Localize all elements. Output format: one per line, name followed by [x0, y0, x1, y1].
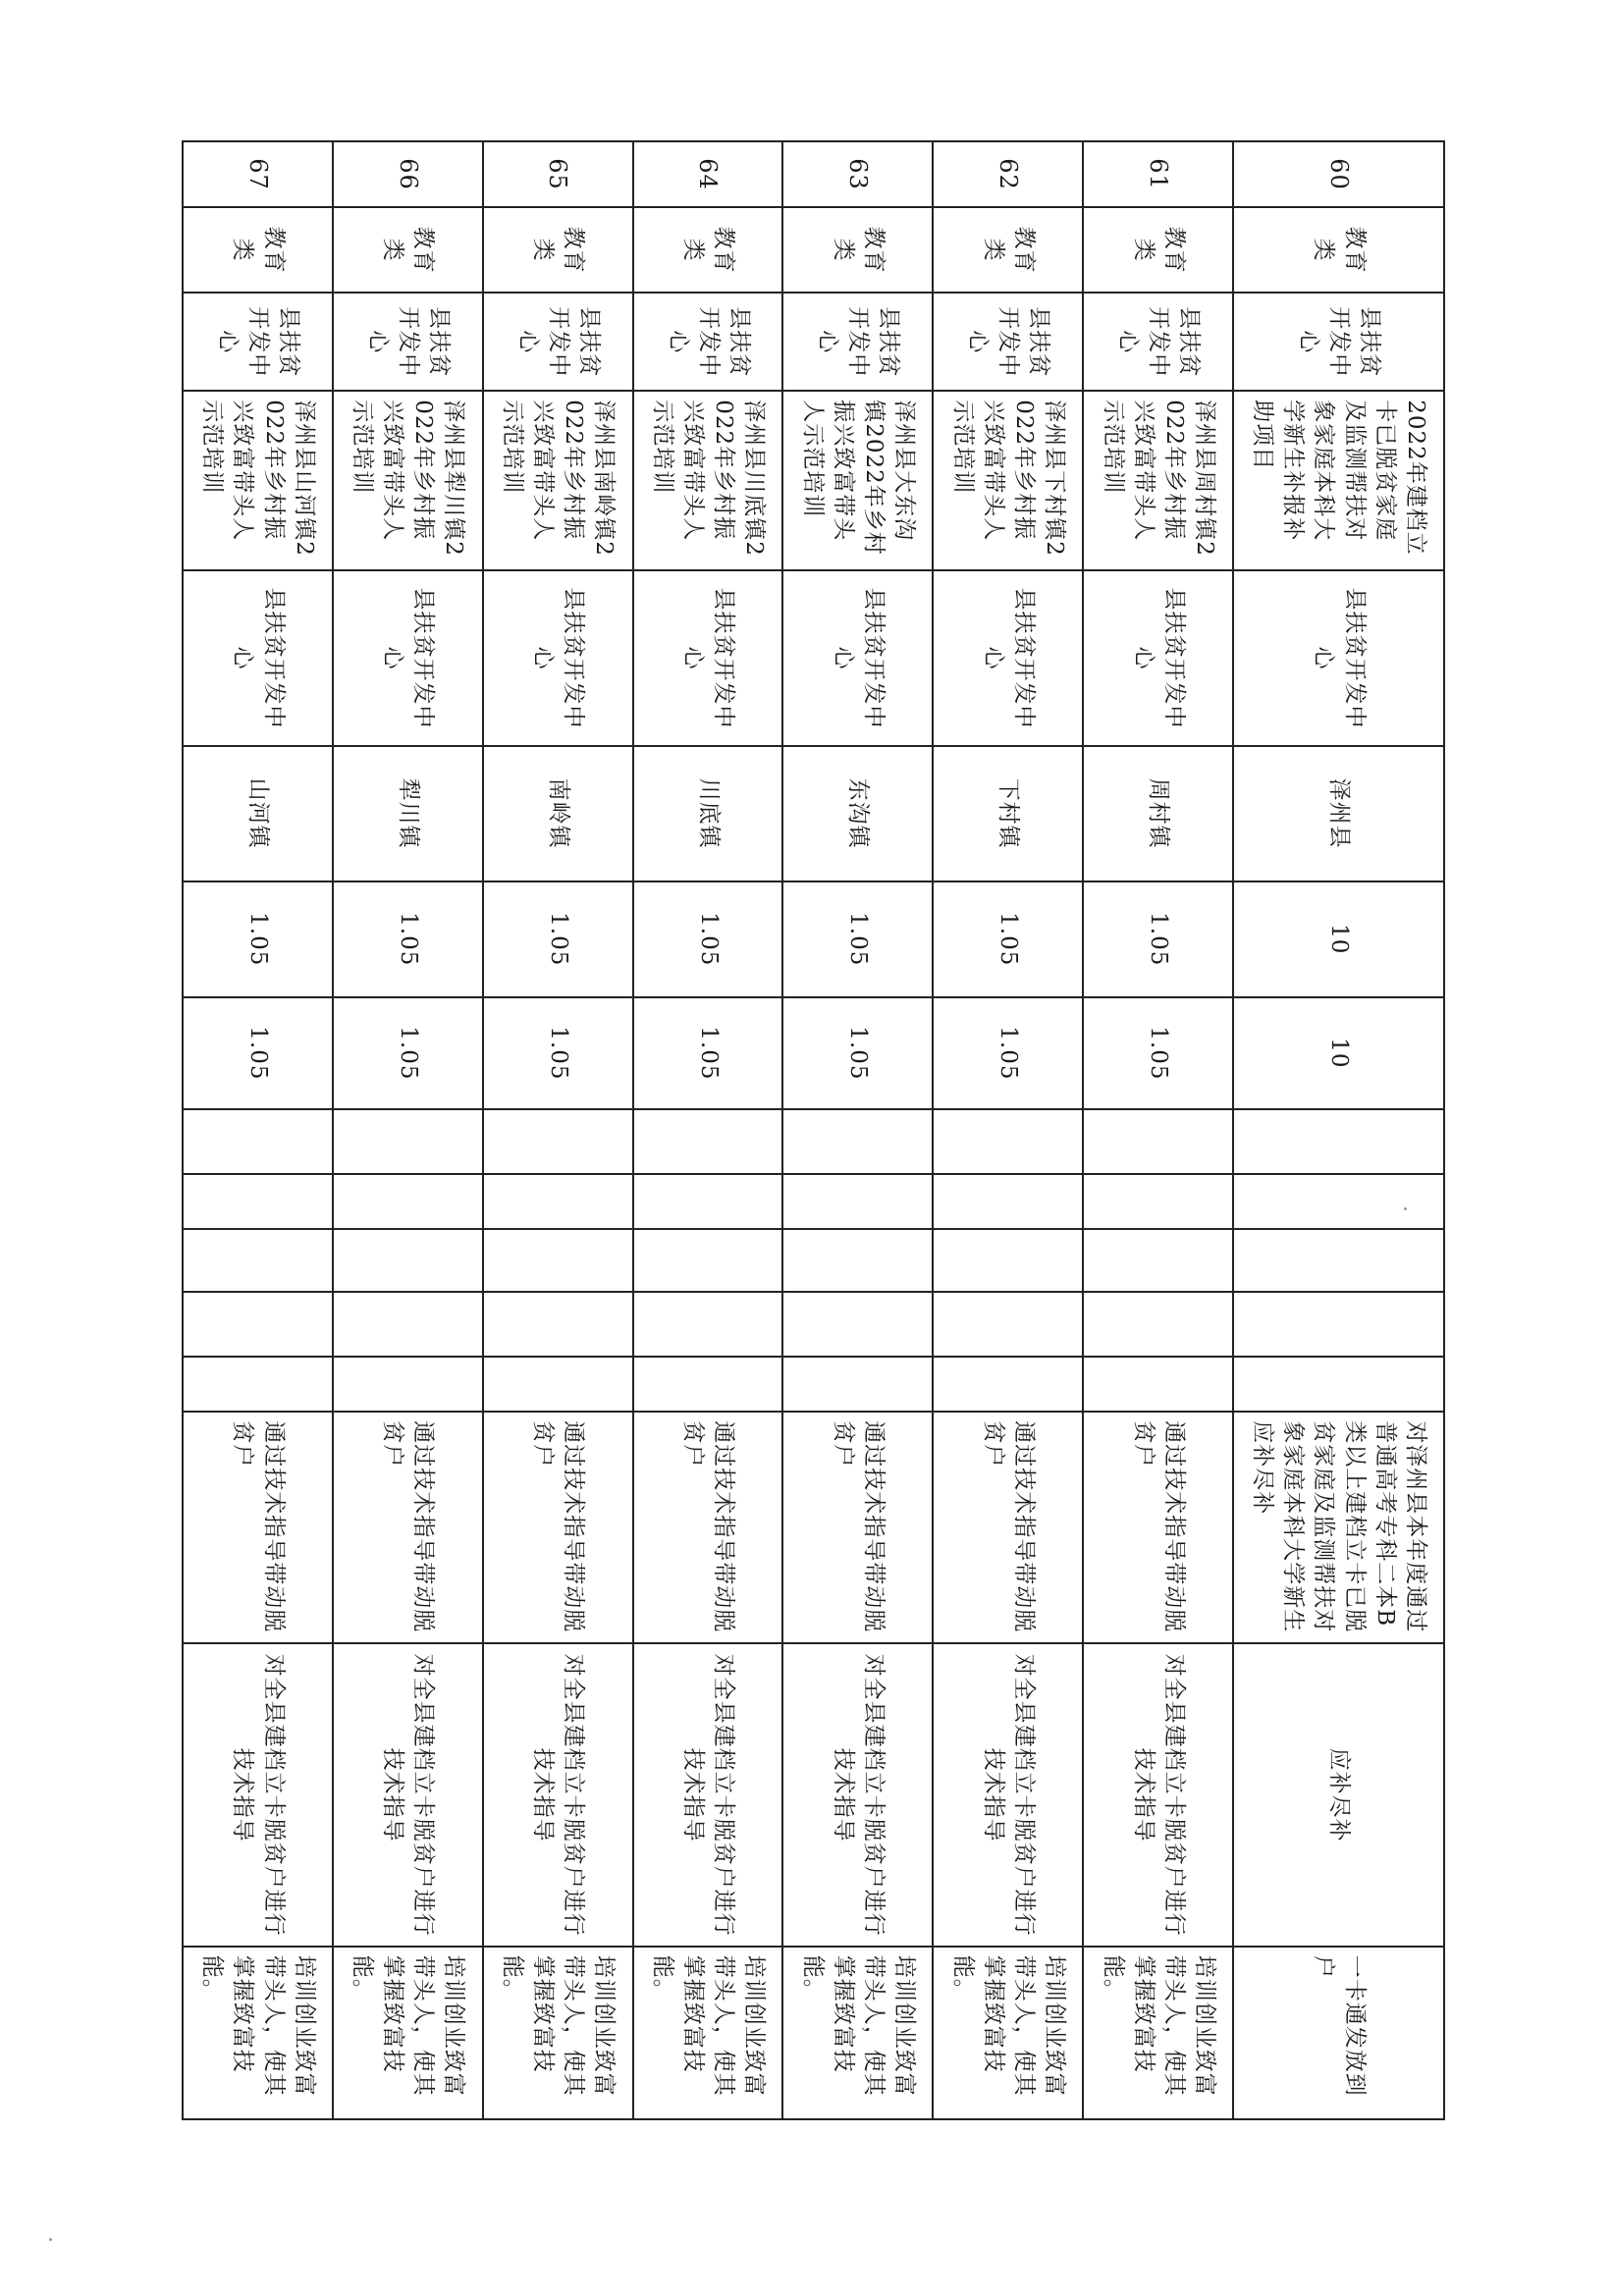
seq-cell: 63: [782, 141, 933, 207]
funds-cell: 10: [1233, 997, 1444, 1109]
category-cell: 教育类: [782, 207, 933, 293]
category-cell: 教育类: [333, 207, 483, 293]
category-cell: 教育类: [633, 207, 783, 293]
scan-speck: [49, 2238, 52, 2241]
empty-cell: [782, 1109, 933, 1174]
empty-cell: [1233, 1109, 1444, 1174]
seq-cell: 67: [183, 141, 333, 207]
seq-cell: 64: [633, 141, 783, 207]
budget-cell: 1.05: [333, 881, 483, 997]
goal-cell: 对全县建档立卡脱贫户进行技术指导: [1083, 1643, 1233, 1946]
empty-cell: [1083, 1292, 1233, 1357]
benefit-cell: 培训创业致富带头人，使其掌握致富技能。: [782, 1947, 933, 2119]
project-name-cell: 泽州县山河镇2022年乡村振兴致富带头人示范培训: [183, 391, 333, 570]
empty-cell: [1083, 1357, 1233, 1412]
empty-cell: [633, 1109, 783, 1174]
seq-cell: 62: [933, 141, 1083, 207]
table-row: [333, 141, 483, 2119]
owner-cell: 县扶贫开发中心: [183, 570, 333, 745]
empty-cell: [933, 1357, 1083, 1412]
empty-cell: [633, 1174, 783, 1229]
location-cell: 川底镇: [633, 746, 783, 881]
category-cell: 教育类: [1233, 207, 1444, 293]
unit-cell: 县扶贫开发中心: [782, 293, 933, 391]
funds-cell: 1.05: [633, 997, 783, 1109]
empty-cell: [633, 1357, 783, 1412]
empty-cell: [183, 1292, 333, 1357]
unit-cell: 县扶贫开发中心: [183, 293, 333, 391]
empty-cell: [1233, 1229, 1444, 1292]
funds-cell: 1.05: [183, 997, 333, 1109]
owner-cell: 县扶贫开发中心: [782, 570, 933, 745]
empty-cell: [1233, 1292, 1444, 1357]
empty-cell: [933, 1174, 1083, 1229]
location-cell: 泽州县: [1233, 746, 1444, 881]
content-cell: 对泽州县本年度通过普通高考专科二本B类以上建档立卡已脱贫家庭及监测帮扶对象家庭本科大学新生应补尽补: [1233, 1412, 1444, 1643]
empty-cell: [333, 1229, 483, 1292]
empty-cell: [333, 1174, 483, 1229]
funds-cell: 1.05: [782, 997, 933, 1109]
owner-cell: 县扶贫开发中心: [633, 570, 783, 745]
benefit-cell: 培训创业致富带头人，使其掌握致富技能。: [483, 1947, 633, 2119]
empty-cell: [183, 1229, 333, 1292]
benefit-cell: 培训创业致富带头人，使其掌握致富技能。: [933, 1947, 1083, 2119]
empty-cell: [483, 1174, 633, 1229]
category-cell: 教育类: [933, 207, 1083, 293]
content-cell: 通过技术指导带动脱贫户: [633, 1412, 783, 1643]
content-cell: 通过技术指导带动脱贫户: [782, 1412, 933, 1643]
empty-cell: [1233, 1357, 1444, 1412]
empty-cell: [1083, 1174, 1233, 1229]
unit-cell: 县扶贫开发中心: [1083, 293, 1233, 391]
project-name-cell: 泽州县南岭镇2022年乡村振兴致富带头人示范培训: [483, 391, 633, 570]
table-row: [1233, 141, 1444, 2119]
goal-cell: 对全县建档立卡脱贫户进行技术指导: [183, 1643, 333, 1946]
goal-cell: 对全县建档立卡脱贫户进行技术指导: [483, 1643, 633, 1946]
location-cell: 东沟镇: [782, 746, 933, 881]
category-cell: 教育类: [1083, 207, 1233, 293]
scan-speck: [1404, 1207, 1407, 1210]
empty-cell: [933, 1292, 1083, 1357]
goal-cell: 对全县建档立卡脱贫户进行技术指导: [933, 1643, 1083, 1946]
table-row: [183, 141, 333, 2119]
empty-cell: [633, 1292, 783, 1357]
benefit-cell: 一卡通发放到户: [1233, 1947, 1444, 2119]
funds-cell: 1.05: [1083, 997, 1233, 1109]
empty-cell: [183, 1109, 333, 1174]
seq-cell: 61: [1083, 141, 1233, 207]
empty-cell: [782, 1174, 933, 1229]
project-name-cell: 泽州县大东沟镇2022年乡村振兴致富带头人示范培训: [782, 391, 933, 570]
location-cell: 犁川镇: [333, 746, 483, 881]
seq-cell: 66: [333, 141, 483, 207]
empty-cell: [1083, 1109, 1233, 1174]
budget-cell: 1.05: [483, 881, 633, 997]
location-cell: 周村镇: [1083, 746, 1233, 881]
owner-cell: 县扶贫开发中心: [933, 570, 1083, 745]
content-cell: 通过技术指导带动脱贫户: [483, 1412, 633, 1643]
project-name-cell: 泽州县下村镇2022年乡村振兴致富带头人示范培训: [933, 391, 1083, 570]
project-name-cell: 泽州县川底镇2022年乡村振兴致富带头人示范培训: [633, 391, 783, 570]
content-cell: 通过技术指导带动脱贫户: [183, 1412, 333, 1643]
table-row: [633, 141, 783, 2119]
funds-cell: 1.05: [483, 997, 633, 1109]
owner-cell: 县扶贫开发中心: [483, 570, 633, 745]
goal-cell: 对全县建档立卡脱贫户进行技术指导: [782, 1643, 933, 1946]
seq-cell: 65: [483, 141, 633, 207]
unit-cell: 县扶贫开发中心: [333, 293, 483, 391]
empty-cell: [483, 1109, 633, 1174]
empty-cell: [333, 1357, 483, 1412]
content-cell: 通过技术指导带动脱贫户: [333, 1412, 483, 1643]
owner-cell: 县扶贫开发中心: [333, 570, 483, 745]
budget-cell: 1.05: [933, 881, 1083, 997]
funds-cell: 1.05: [933, 997, 1083, 1109]
empty-cell: [933, 1109, 1083, 1174]
content-cell: 通过技术指导带动脱贫户: [1083, 1412, 1233, 1643]
budget-cell: 1.05: [183, 881, 333, 997]
location-cell: 南岭镇: [483, 746, 633, 881]
empty-cell: [183, 1174, 333, 1229]
benefit-cell: 培训创业致富带头人，使其掌握致富技能。: [183, 1947, 333, 2119]
table-row: [782, 141, 933, 2119]
project-table: [182, 140, 1445, 2120]
unit-cell: 县扶贫开发中心: [483, 293, 633, 391]
seq-cell: 60: [1233, 141, 1444, 207]
empty-cell: [483, 1357, 633, 1412]
benefit-cell: 培训创业致富带头人，使其掌握致富技能。: [333, 1947, 483, 2119]
budget-cell: 1.05: [633, 881, 783, 997]
unit-cell: 县扶贫开发中心: [1233, 293, 1444, 391]
table-row: [933, 141, 1083, 2119]
benefit-cell: 培训创业致富带头人，使其掌握致富技能。: [633, 1947, 783, 2119]
unit-cell: 县扶贫开发中心: [933, 293, 1083, 391]
empty-cell: [483, 1229, 633, 1292]
empty-cell: [782, 1229, 933, 1292]
empty-cell: [1083, 1229, 1233, 1292]
budget-cell: 1.05: [1083, 881, 1233, 997]
empty-cell: [782, 1292, 933, 1357]
goal-cell: 对全县建档立卡脱贫户进行技术指导: [633, 1643, 783, 1946]
category-cell: 教育类: [183, 207, 333, 293]
location-cell: 下村镇: [933, 746, 1083, 881]
category-cell: 教育类: [483, 207, 633, 293]
empty-cell: [782, 1357, 933, 1412]
location-cell: 山河镇: [183, 746, 333, 881]
empty-cell: [333, 1109, 483, 1174]
owner-cell: 县扶贫开发中心: [1233, 570, 1444, 745]
benefit-cell: 培训创业致富带头人，使其掌握致富技能。: [1083, 1947, 1233, 2119]
empty-cell: [1233, 1174, 1444, 1229]
goal-cell: 应补尽补: [1233, 1643, 1444, 1946]
empty-cell: [483, 1292, 633, 1357]
empty-cell: [633, 1229, 783, 1292]
project-name-cell: 泽州县犁川镇2022年乡村振兴致富带头人示范培训: [333, 391, 483, 570]
funds-cell: 1.05: [333, 997, 483, 1109]
content-cell: 通过技术指导带动脱贫户: [933, 1412, 1083, 1643]
empty-cell: [333, 1292, 483, 1357]
unit-cell: 县扶贫开发中心: [633, 293, 783, 391]
table-row: [483, 141, 633, 2119]
project-name-cell: 泽州县周村镇2022年乡村振兴致富带头人示范培训: [1083, 391, 1233, 570]
table-row: [1083, 141, 1233, 2119]
budget-cell: 1.05: [782, 881, 933, 997]
budget-cell: 10: [1233, 881, 1444, 997]
goal-cell: 对全县建档立卡脱贫户进行技术指导: [333, 1643, 483, 1946]
owner-cell: 县扶贫开发中心: [1083, 570, 1233, 745]
empty-cell: [183, 1357, 333, 1412]
project-name-cell: 2022年建档立卡已脱贫家庭及监测帮扶对象家庭本科大学新生补报补助项目: [1233, 391, 1444, 570]
empty-cell: [933, 1229, 1083, 1292]
